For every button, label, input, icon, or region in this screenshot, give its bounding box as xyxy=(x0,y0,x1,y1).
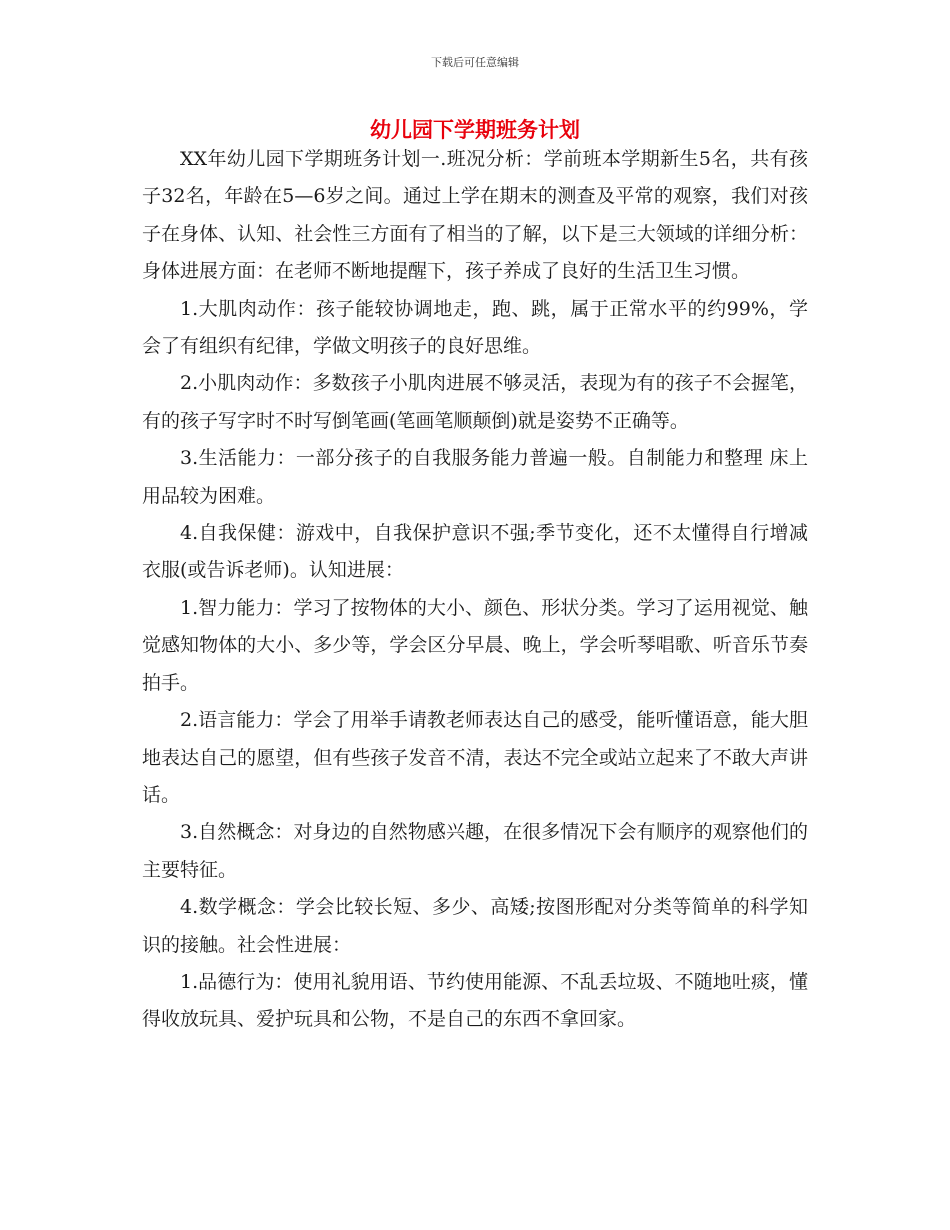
paragraph-nature: 3.自然概念：对身边的自然物感兴趣，在很多情况下会有顺序的观察他们的主要特征。 xyxy=(142,821,808,881)
header-note: 下载后可任意编辑 xyxy=(431,56,519,69)
paragraph-morality: 1.品德行为：使用礼貌用语、节约使用能源、不乱丢垃圾、不随地吐痰，懂得收放玩具、爱护玩具和公物，不是自己的东西不拿回家。 xyxy=(142,970,808,1031)
paragraph-language: 2.语言能力：学会了用举手请教老师表达自己的感受，能听懂语意，能大胆地表达自己的愿望，但有些孩子发音不清，表达不完全或站立起来了不敢大声讲话。 xyxy=(142,709,808,806)
document-title: 幼儿园下学期班务计划 xyxy=(370,117,580,142)
paragraph-life-skills: 3.生活能力：一部分孩子的自我服务能力普遍一般。自制能力和整理 床上用品较为困难。 xyxy=(142,447,808,507)
paragraph-self-care: 4.自我保健：游戏中，自我保护意识不强;季节变化，还不太懂得自行增减衣服(或告诉老师)。认知进展： xyxy=(142,522,808,582)
paragraph-fine-motor: 2.小肌肉动作：多数孩子小肌肉进展不够灵活，表现为有的孩子不会握笔，有的孩子写字时不时写倒笔画(笔画笔顺颠倒)就是姿势不正确等。 xyxy=(142,372,808,432)
document-body xyxy=(142,141,808,1039)
paragraph-math: 4.数学概念：学会比较长短、多少、高矮;按图形配对分类等简单的科学知识的接触。社会性进展： xyxy=(142,896,808,956)
paragraph-intelligence: 1.智力能力：学习了按物体的大小、颜色、形状分类。学习了运用视觉、触觉感知物体的大小、多少等，学会区分早晨、晚上，学会听琴唱歌、听音乐节奏拍手。 xyxy=(142,596,808,694)
paragraph-gross-motor: 1.大肌肉动作：孩子能较协调地走，跑、跳，属于正常水平的约99%，学会了有组织有纪律，学做文明孩子的良好思维。 xyxy=(142,297,808,358)
paragraph-class-analysis: XX年幼儿园下学期班务计划一.班况分析：学前班本学期新生5名，共有孩子32名，年龄在5—6岁之间。通过上学在期末的测查及平常的观察，我们对孩子在身体、认知、社会性三方面有了相当的了解，以下是三大领域的详细分析：身体进展方面：在老师不断地提醒下，孩子养成了良好的生活卫生习惯。 xyxy=(142,148,808,283)
